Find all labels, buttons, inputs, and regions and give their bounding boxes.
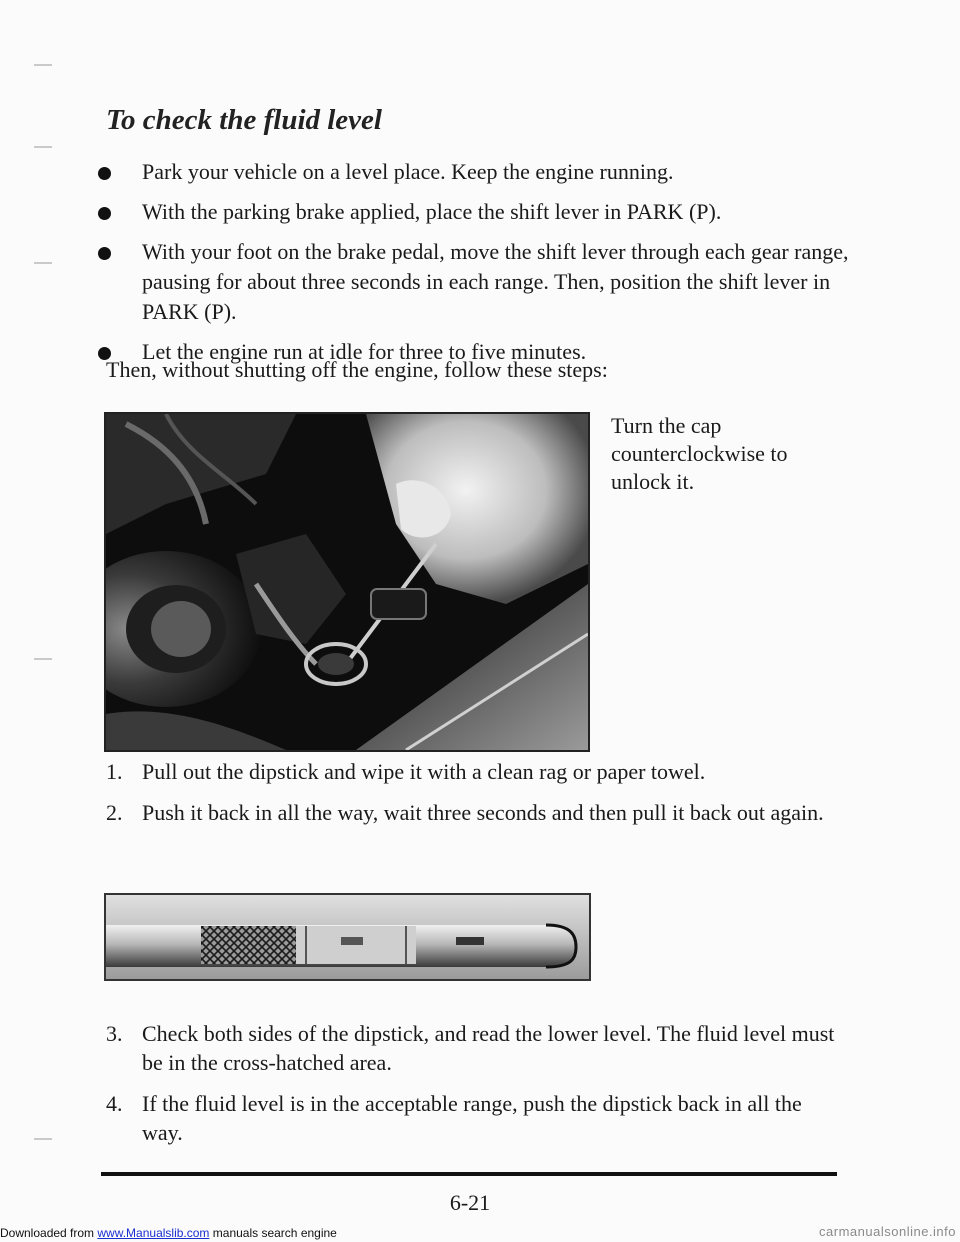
step-item bbox=[106, 757, 846, 786]
bullet-icon bbox=[98, 207, 111, 220]
engine-photo-illustration bbox=[106, 414, 588, 750]
bullet-icon bbox=[98, 247, 111, 260]
intro-text: Then, without shutting off the engine, follow these steps: bbox=[106, 357, 608, 382]
page-number: 6-21 bbox=[449, 1190, 491, 1215]
cap-removal-photo bbox=[104, 412, 590, 752]
step-text: Push it back in all the way, wait three seconds and then pull it back out again. bbox=[142, 800, 824, 825]
bullet-item bbox=[96, 197, 856, 227]
step-item bbox=[106, 798, 846, 827]
bullet-item bbox=[96, 157, 856, 187]
step-text: Check both sides of the dipstick, and read the lower level. The fluid level must be in the cross-hatched area. bbox=[142, 1021, 835, 1075]
photo-caption: Turn the cap counterclockwise to unlock it. bbox=[611, 413, 788, 494]
section-heading: To check the fluid level bbox=[106, 104, 382, 136]
step-number: 3. bbox=[106, 1021, 123, 1046]
dipstick-photo bbox=[104, 893, 591, 981]
bullet-icon bbox=[98, 167, 111, 180]
margin-mark bbox=[34, 64, 52, 66]
dipstick-illustration bbox=[106, 895, 589, 979]
manualslib-link[interactable]: www.Manualslib.com bbox=[97, 1226, 210, 1240]
site-watermark: carmanualsonline.info bbox=[819, 1224, 956, 1239]
step-text: Pull out the dipstick and wipe it with a clean rag or paper towel. bbox=[142, 759, 706, 784]
step-number: 2. bbox=[106, 800, 123, 825]
step-number: 1. bbox=[106, 759, 123, 784]
bullet-text: Park your vehicle on a level place. Keep the engine running. bbox=[142, 159, 674, 184]
step-text: If the fluid level is in the acceptable range, push the dipstick back in all the way. bbox=[142, 1091, 802, 1145]
bullet-text: With the parking brake applied, place the shift lever in PARK (P). bbox=[142, 199, 722, 224]
margin-mark bbox=[34, 262, 52, 264]
margin-mark bbox=[34, 658, 52, 660]
bullet-list bbox=[96, 157, 856, 377]
footer-suffix: manuals search engine bbox=[209, 1226, 337, 1240]
bullet-item bbox=[96, 237, 856, 327]
download-footer bbox=[0, 1226, 337, 1240]
margin-mark bbox=[34, 146, 52, 148]
footer-rule bbox=[101, 1172, 837, 1176]
bullet-text: With your foot on the brake pedal, move the shift lever through each gear range, pausing for about three seconds in each range. Then, position the shift lever in PARK (P). bbox=[142, 239, 849, 324]
steps-list bbox=[106, 757, 846, 839]
step-item bbox=[106, 1019, 846, 1077]
step-item bbox=[106, 1089, 846, 1147]
footer-prefix: Downloaded from bbox=[0, 1226, 98, 1240]
steps-list-continued bbox=[106, 1019, 846, 1159]
margin-mark bbox=[34, 1138, 52, 1140]
bullet-text: Let the engine run at idle for three to five minutes. bbox=[142, 339, 587, 364]
step-number: 4. bbox=[106, 1091, 123, 1116]
